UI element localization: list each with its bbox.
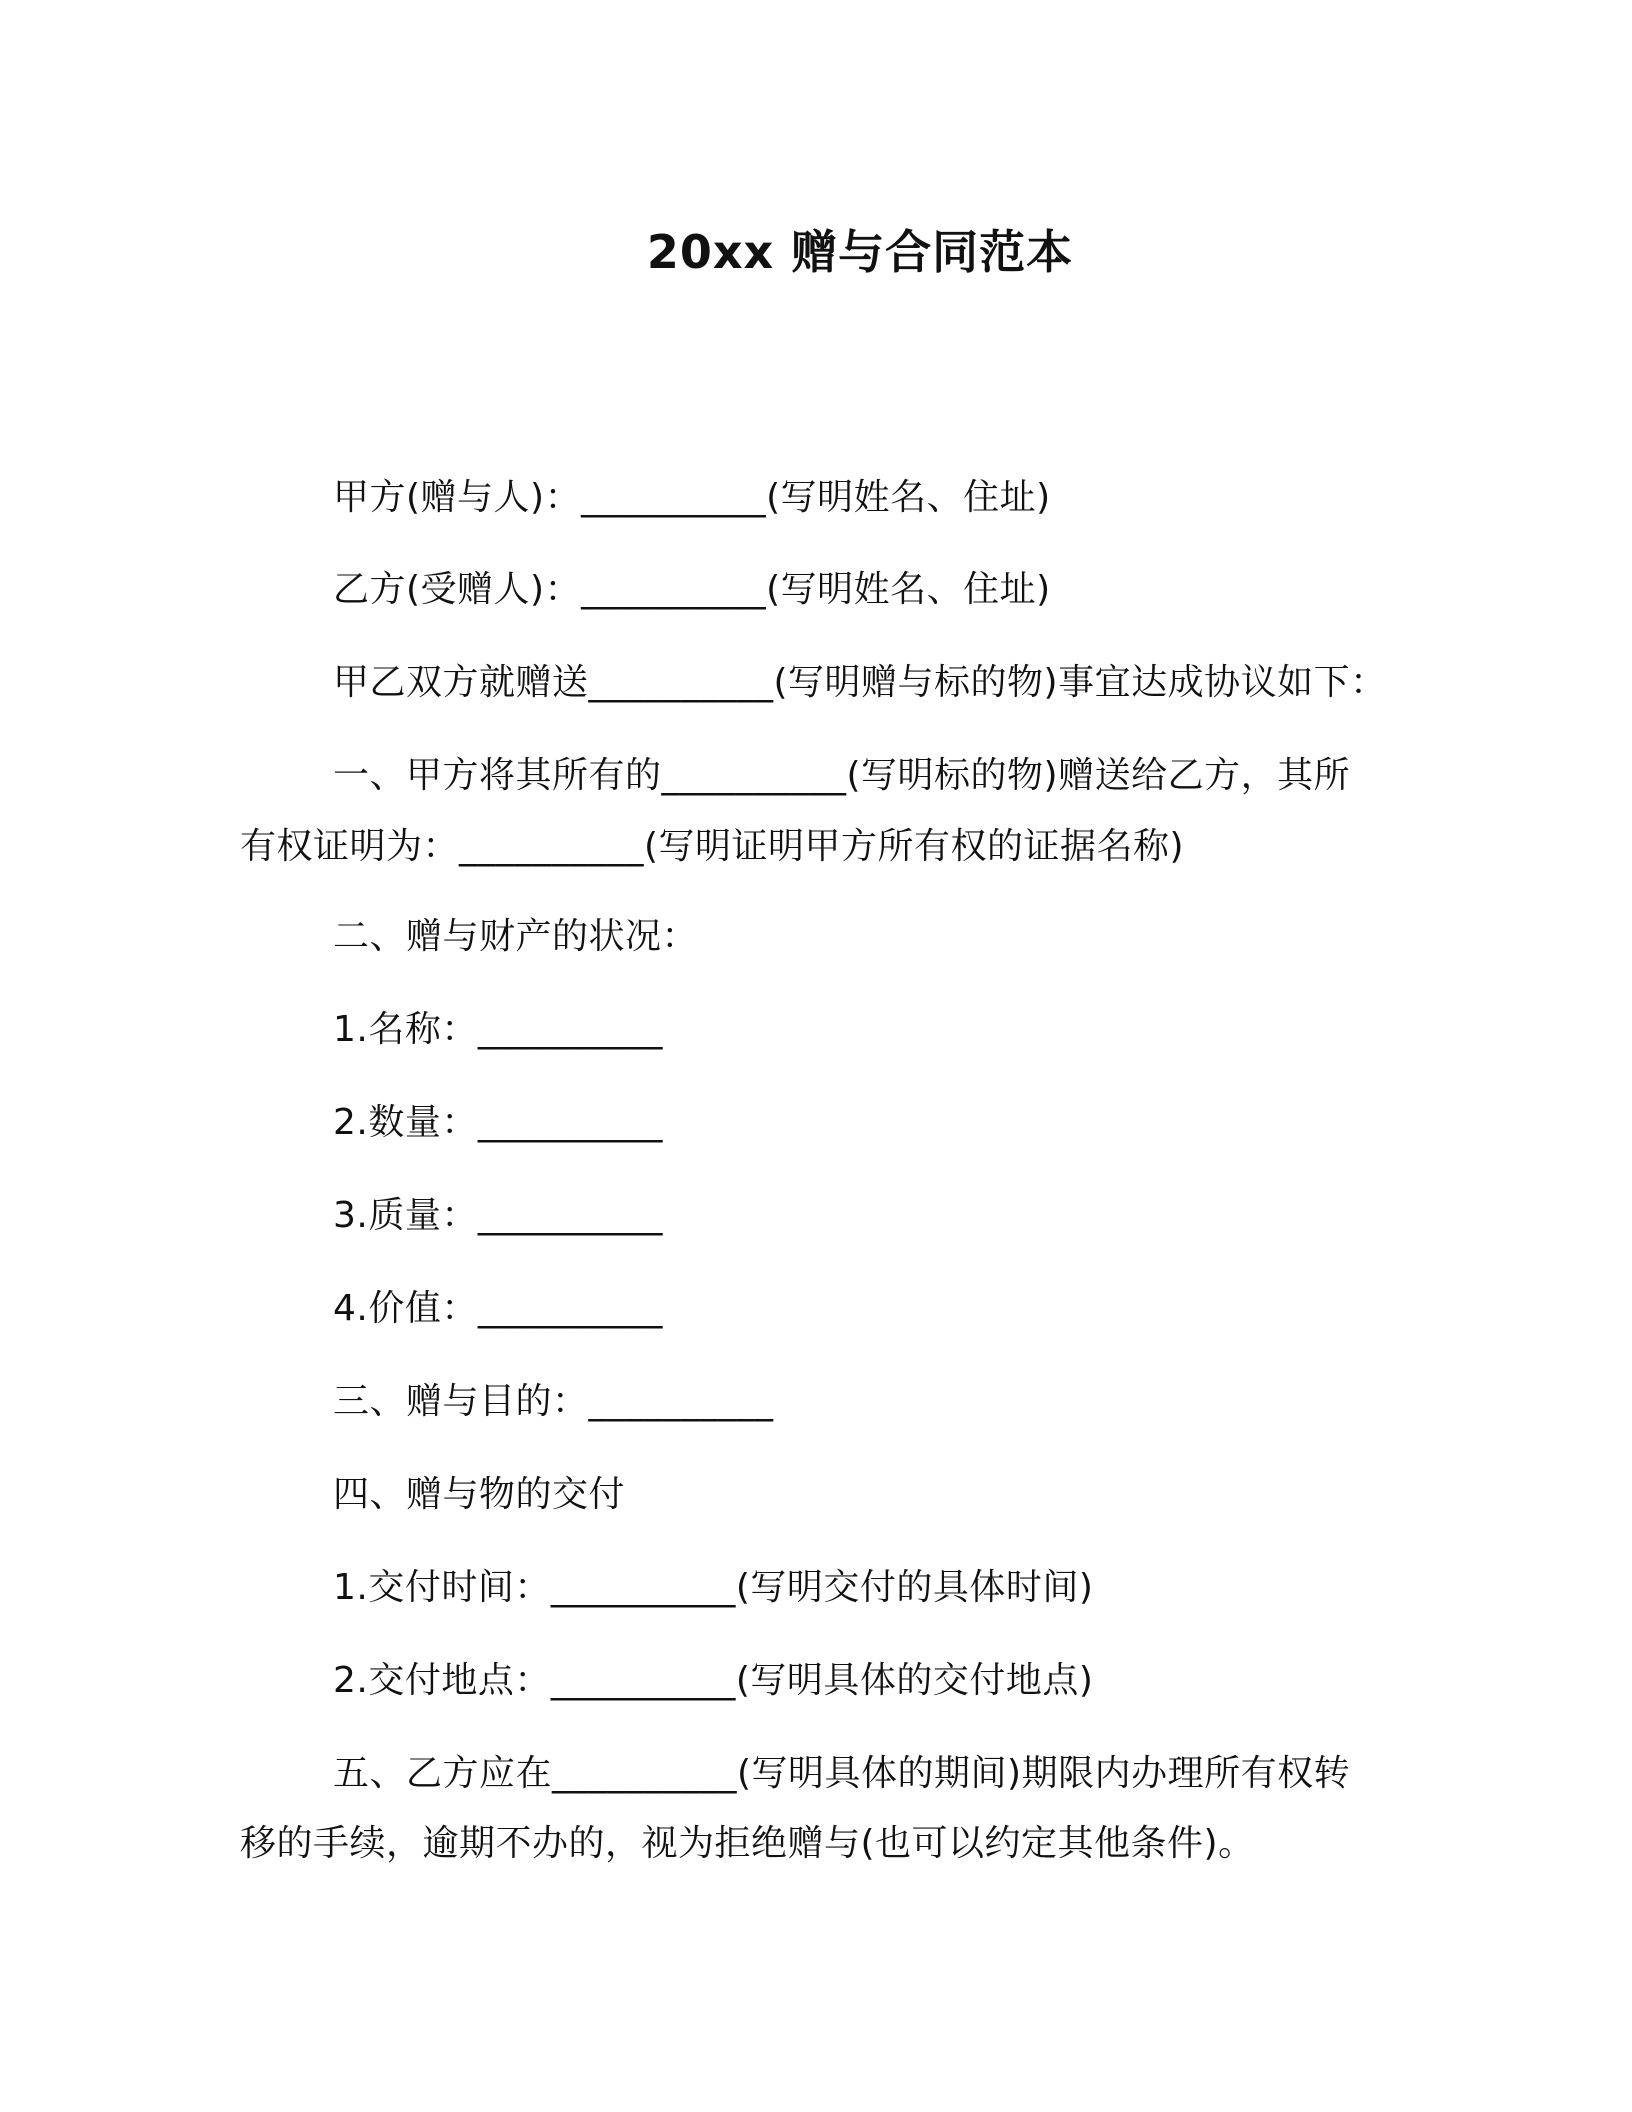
clause-3-line: 三、赠与目的：__________ bbox=[333, 1381, 774, 1422]
property-quantity-line: 2.数量：__________ bbox=[333, 1102, 663, 1143]
clause-5-line-2: 移的手续，逾期不办的，视为拒绝赠与(也可以约定其他条件)。 bbox=[240, 1823, 1255, 1864]
property-name-line: 1.名称：__________ bbox=[333, 1009, 663, 1050]
property-value-line: 4.价值：__________ bbox=[333, 1288, 663, 1329]
property-quality-line: 3.质量：__________ bbox=[333, 1195, 663, 1236]
document-title: 20xx 赠与合同范本 bbox=[646, 225, 1074, 279]
party-b-line: 乙方(受赠人)：__________(写明姓名、住址) bbox=[333, 569, 1051, 610]
clause-1-line-2: 有权证明为：__________(写明证明甲方所有权的证据名称) bbox=[240, 826, 1185, 867]
party-a-line: 甲方(赠与人)：__________(写明姓名、住址) bbox=[333, 477, 1051, 518]
delivery-place-line: 2.交付地点：__________(写明具体的交付地点) bbox=[333, 1660, 1094, 1701]
agreement-intro-line: 甲乙双方就赠送__________(写明赠与标的物)事宜达成协议如下： bbox=[333, 662, 1387, 703]
clause-1-line-1: 一、甲方将其所有的__________(写明标的物)赠送给乙方，其所 bbox=[333, 755, 1351, 796]
delivery-time-line: 1.交付时间：__________(写明交付的具体时间) bbox=[333, 1567, 1094, 1608]
clause-4-heading: 四、赠与物的交付 bbox=[333, 1474, 626, 1515]
clause-2-heading: 二、赠与财产的状况： bbox=[333, 916, 699, 957]
clause-5-line-1: 五、乙方应在__________(写明具体的期间)期限内办理所有权转 bbox=[333, 1753, 1351, 1794]
